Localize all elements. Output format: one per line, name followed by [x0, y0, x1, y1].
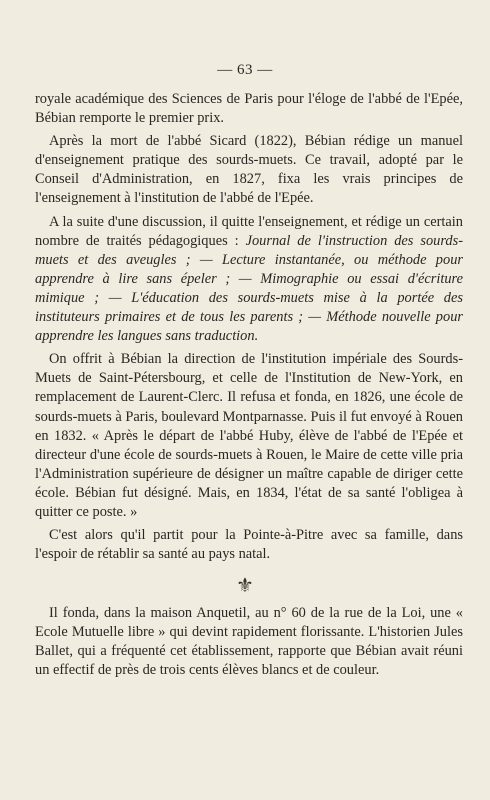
text-block-upper — [35, 90, 463, 564]
paragraph-6: Il fonda, dans la maison Anquetil, au n° 60 de la rue de la Loi, une « Ecole Mutuelle libre » qui devint rapidement florissante. L'historien Jules Ballet, qui a fréquenté cet établissement, rapporte que Bébian avait réuni un effectif de près de trois cents élèves blancs et de couleur. — [35, 605, 463, 679]
paragraph-3-titles: Journal de l'instruction des sourds-muets et des aveugles ; — Lecture instantanée, ou méthode pour apprendre à lire sans épeler ; — Mimographie ou essai d'écriture mimique ; — L'éducation des sourds-muets mise à la portée des instituteurs primaires et de tous les parents ; — Méthode nouvelle pour apprendre les langues sans traduction. — [35, 232, 463, 345]
fleur-de-lis-ornament-icon: ⚜ — [236, 575, 254, 597]
paragraph-3 — [35, 213, 463, 347]
paragraph-3-lead: A la suite d'une discussion, il quitte l'enseignement, et rédige un certain nombre de traités pédagogiques : — [35, 213, 463, 249]
paragraph-5: C'est alors qu'il partit pour la Pointe-à-Pitre avec sa famille, dans l'espoir de rétablir sa santé au pays natal. — [35, 527, 463, 563]
paragraph-1: royale académique des Sciences de Paris pour l'éloge de l'abbé de l'Epée, Bébian remporte le premier prix. — [35, 91, 463, 127]
text-block-lower — [35, 604, 463, 680]
paragraph-2: Après la mort de l'abbé Sicard (1822), Bébian rédige un manuel d'enseignement pratique des sourds-muets. Ce travail, adopté par le Conseil d'Administration, en 1827, fixa les vrais principes de l'enseignement à l'institution de l'abbé de l'Epée. — [35, 133, 463, 207]
paragraph-4: On offrit à Bébian la direction de l'institution impériale des Sourds-Muets de Saint-Pétersbourg, et celle de l'Institution de New-York, en remplacement de Laurent-Clerc. Il refusa et fonda, en 1826, une école de sourds-muets à Paris, boulevard Montparnasse. Puis il fut envoyé à Rouen en 1832. « Après le départ de l'abbé Huby, élève de l'abbé de l'Epée et directeur d'une école de sourds-muets à Rouen, le Maire de cette ville pria l'Administration supérieure de désigner un maître capable de diriger cette école. Bébian fut désigné. Mais, en 1834, l'état de sa santé l'obligea à quitter ce poste. » — [35, 351, 463, 520]
page-number: — 63 — — [217, 62, 273, 78]
